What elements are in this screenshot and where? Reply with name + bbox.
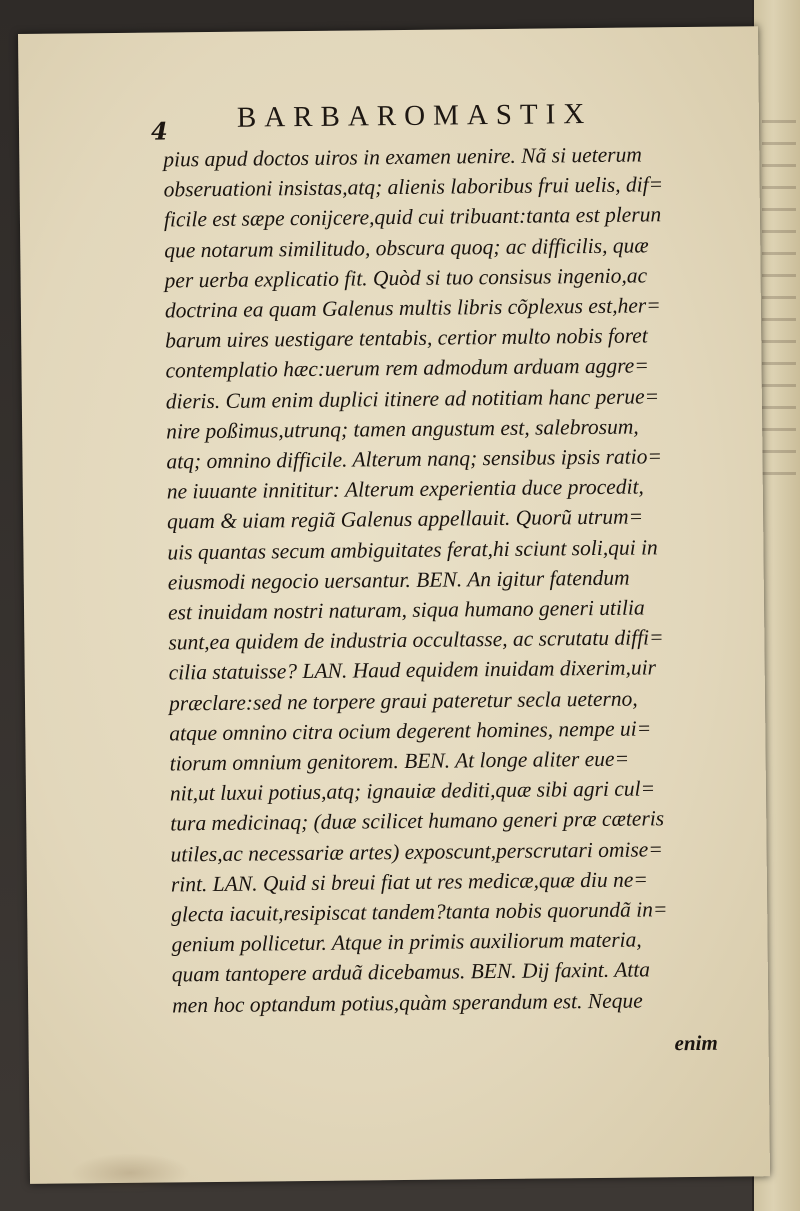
running-head: BARBAROMASTIX [236, 97, 593, 134]
text-line: dieris. Cum enim duplici itinere ad notitiam hanc perue= [165, 383, 660, 414]
text-line: nit,ut luxui potius,atq; ignauiæ dediti,quæ sibi agri cul= [169, 776, 656, 806]
text-line: pius apud doctos uiros in examen uenire. Nã si ueterum [163, 142, 642, 172]
text-line: atq; omnino difficile. Alterum nanq; sensibus ipsis ratio= [166, 444, 663, 474]
text-line: præclare:sed ne torpere graui pateretur secla ueterno, [168, 686, 638, 716]
text-line: utiles,ac necessariæ artes) exposcunt,perscrutari omise= [170, 836, 663, 867]
text-line: quam tantopere arduã dicebamus. BEN. Dij faxint. Atta [171, 957, 651, 987]
body-text [163, 139, 742, 1021]
text-line: per uerba explicatio fit. Quòd si tuo consisus ingenio,ac [164, 263, 648, 293]
text-line: est inuidam nostri naturam, siqua humano generi utilia [167, 595, 645, 625]
text-line: ne iuuante innititur: Alterum experientia duce procedit, [166, 474, 644, 504]
text-line: contemplatio hæc:uerum rem admodum arduam aggre= [165, 353, 649, 383]
text-line: uis quantas secum ambiguitates ferat,hi sciunt soli,qui in [167, 534, 658, 565]
text-line: eiusmodi negocio uersantur. BEN. An igitur fatendum [167, 565, 630, 595]
text-line: cilia statuisse? LAN. Haud equidem inuidam dixerim,uir [168, 655, 657, 685]
text-line: rint. LAN. Quid si breui fiat ut res medicæ,quæ diu ne= [170, 867, 648, 897]
book-page [18, 26, 770, 1184]
text-line: genium pollicetur. Atque in primis auxiliorum materia, [171, 927, 642, 957]
page-number: 4 [150, 116, 168, 146]
text-line: ficile est sæpe conijcere,quid cui tribuant:tanta est plerun [163, 202, 662, 232]
text-line: que notarum similitudo, obscura quoq; ac difficilis, quæ [164, 233, 649, 263]
text-line: quam & uiam regiã Galenus appellauit. Quorũ utrum= [166, 504, 644, 534]
text-line: sunt,ea quidem de industria occultasse, ac scrutatu diffi= [168, 625, 664, 655]
text-line: obseruationi insistas,atq; alienis laboribus frui uelis, dif= [163, 172, 664, 202]
text-line: atque omnino citra ocium degerent homines, nempe ui= [169, 716, 652, 746]
text-line: glecta iacuit,resipiscat tandem?tanta nobis quorundã in= [171, 897, 668, 927]
catchword: enim [674, 1030, 718, 1056]
text-line: tura medicinaq; (duæ scilicet humano generi præ cæteris [170, 806, 665, 836]
page-header [150, 97, 671, 146]
paper-stain [70, 1152, 190, 1193]
facing-page-text-shadow [762, 120, 796, 480]
text-line: doctrina ea quam Galenus multis libris cõplexus est,her= [164, 293, 661, 323]
text-line: tiorum omnium genitorem. BEN. At longe aliter eue= [169, 746, 630, 776]
text-line: barum uires uestigare tentabis, certior multo nobis foret [165, 323, 648, 353]
text-line: nire poßimus,utrunq; tamen angustum est, salebrosum, [166, 414, 639, 444]
text-line: men hoc optandum potius,quàm sperandum est. Neque [172, 988, 643, 1018]
